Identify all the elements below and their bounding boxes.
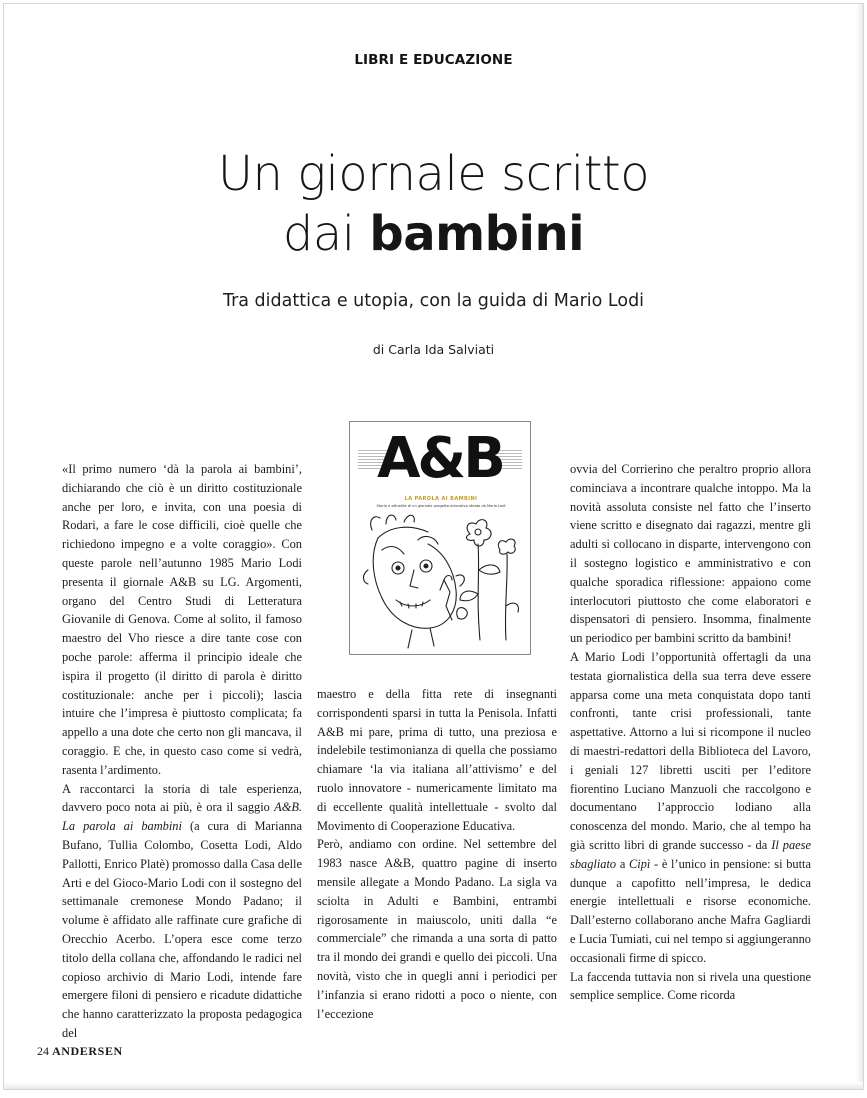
magazine-page bbox=[3, 3, 864, 1090]
paragraph-text: A raccontarci la storia di tale esperienza, davvero poco nota ai più, è ora il saggio bbox=[62, 781, 302, 815]
paragraph-text: - è l’unico in pensione: si butta dunque a capofitto nell’impresa, le dedica energie intellettuali e risorse economiche. Dall’esterno collaborano anche Mafra Gagliardi e Lucia Tumiati, cui nel tempo si aggiungeranno occasionali firme di spicco. bbox=[570, 856, 811, 965]
paragraph: Però, andiamo con ordine. Nel settembre del 1983 nasce A&B, quattro pagine di inserto mensile allegate a Mondo Padano. La sigla va sciolta in Adulti e Bambini, entrambi rigorosamente in maiuscolo, uniti dalla “e commerciale” che rimanda a una sorta di patto tra il mondo dei grandi e quello dei piccoli. Una novità, visto che in quegli anni i periodici per l’infanzia si erano ridotti a poco o niente, con l’eccezione bbox=[317, 837, 557, 1021]
paragraph-text: (a cura di Marianna Bufano, Tullia Colombo, Cosetta Lodi, Aldo Pallotti, Enrico Platè) promosso dalla Casa delle Arti e del Gioco-Mario Lodi con il sostegno del settimanale cremonese Mondo Padano; il volume è affidato alle raffinate cure grafiche di Orecchio Acerbo. L’opera esce come terzo titolo della collana che, affondando le radici nel copioso archivio di Mario Lodi, intende fare emergere filoni di pensiero e ricadute didattiche che hanno caratterizzato la proposta pedagogica del bbox=[62, 819, 303, 1040]
paragraph: «Il primo numero ‘dà la parola ai bambini’, dichiarando che ciò è un diritto costituzionale anche per loro, e invita, con una poesia di Rodari, a fare le cose difficili, cioè quelle che richiedono impegno e a volte coraggio». Con queste parole nell’autunno 1985 Mario Lodi presenta il giornale A&B su LG. Argomenti, organo del Centro Studi di Letteratura Giovanile di Genova. Come al solito, il famoso maestro del Vho riesce a dire tante cose con poche parole: afferma il principio ideale che ispira il progetto (il diritto di parola è diritto costituzionale: anche per i piccoli); lascia intuire che l’impresa è piuttosto complicata; fa appello a una dote che certo non gli mancava, il coraggio. E che, in questo caso come si vedrà, rasenta l’ardimento. bbox=[62, 462, 302, 777]
book-cover-image bbox=[349, 421, 531, 655]
book-title-italic: Cipì bbox=[629, 856, 651, 871]
byline: di Carla Ida Salviati bbox=[372, 342, 495, 357]
paragraph bbox=[62, 780, 302, 1043]
book-title-italic: Il paese sbagliato bbox=[570, 837, 811, 871]
book-title-italic: A&B. La parola ai bambini bbox=[62, 800, 302, 834]
headline-regular-text: dai bbox=[282, 206, 370, 262]
section-label: LIBRI E EDUCAZIONE bbox=[354, 52, 513, 68]
magazine-name: ANDERSEN bbox=[52, 1044, 123, 1058]
article-column-3 bbox=[570, 460, 811, 1005]
paragraph bbox=[570, 648, 811, 968]
paragraph: ovvia del Corrierino che peraltro proprio allora cominciava a incontrare qualche intoppo. Ma la novità assoluta consiste nel fatto che l’inserto viene scritto e disegnato dai ragazzi, mentre gli adulti si collocano in disparte, intervengono con il sostegno logistico e amministrativo e con qualche sporadica riflessione: appaiono come interlocutori piuttosto che come elaboratori e dispensatori di pensiero. Insomma, finalmente un periodico per bambini scritto da bambini! bbox=[570, 462, 811, 646]
page-number: 24 bbox=[37, 1044, 49, 1058]
headline bbox=[4, 144, 863, 264]
child-drawing-illustration bbox=[360, 510, 522, 652]
page-edge-shadow bbox=[856, 4, 863, 1089]
cover-description: Storia e attualità di un giornale progetto educativo ideato da Mario Lodi bbox=[376, 504, 506, 508]
cover-masthead: A&B bbox=[377, 426, 503, 491]
headline-line-2 bbox=[4, 204, 863, 264]
paragraph: maestro e della fitta rete di insegnanti corrispondenti sparsi in tutta la Penisola. Infatti A&B mi pare, prima di tutto, una preziosa e indelebile testimonianza di quella che possiamo chiamare ‘la via italiana all’attivismo’ e del ruolo innovatore - numericamente limitato ma di eccellente qualità intellettuale - svolto dal Movimento di Cooperazione Educativa. bbox=[317, 687, 557, 833]
paragraph-text: A Mario Lodi l’opportunità offertagli da una testata giornalistica della sua terra deve essere apparsa come una meta conquistata dopo tanti confronti, tante crisi professionali, tante aspettative. Attorno a lui si ricompone il nucleo di maestri-redattori della Biblioteca del Lavoro, i geniali 127 libretti usciti per l’editore fiorentino Luciano Manzuoli che raccolgono e documentano l’approccio lodiano alla conoscenza del mondo. Mario, che al tempo ha già scritto libri di grande successo - da bbox=[570, 649, 811, 852]
headline-bold-word: bambini bbox=[369, 206, 585, 262]
subtitle: Tra didattica e utopia, con la guida di Mario Lodi bbox=[222, 291, 645, 311]
page-footer bbox=[37, 1044, 123, 1059]
article-column-1 bbox=[62, 460, 302, 1043]
paragraph: La faccenda tuttavia non si rivela una questione semplice semplice. Come ricorda bbox=[570, 969, 811, 1003]
cover-subtitle: LA PAROLA AI BAMBINI bbox=[404, 496, 478, 502]
page-edge-shadow bbox=[4, 1082, 863, 1089]
article-column-2 bbox=[317, 685, 557, 1023]
headline-line-1: Un giornale scritto bbox=[217, 146, 650, 202]
paragraph-text: a bbox=[616, 856, 629, 871]
